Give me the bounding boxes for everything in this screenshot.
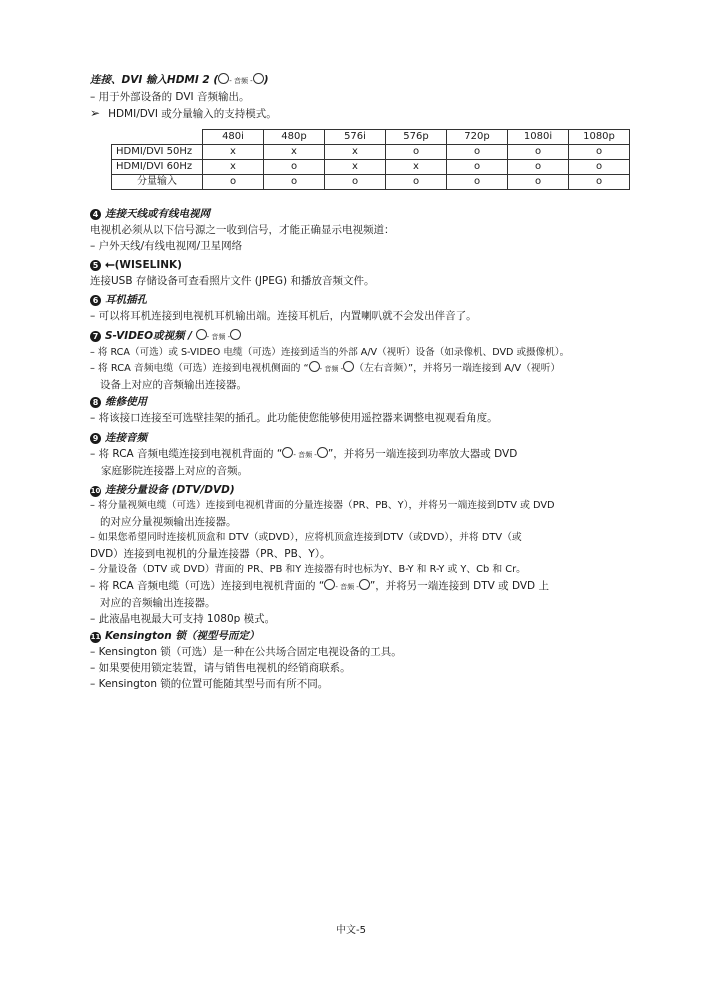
section-text: – 将 RCA 音频电缆（可选）连接到电视机侧面的 “ xyxy=(90,363,309,374)
table-header: 576i xyxy=(325,130,386,145)
section-text: 家庭影院连接器上对应的音频。 xyxy=(101,465,248,477)
table-cell: x xyxy=(386,160,447,175)
jack-circle-icon xyxy=(253,73,264,84)
section-text: ”，并将另一端连接到 DTV 或 DVD 上 xyxy=(369,580,549,592)
table-cell: o xyxy=(325,175,386,190)
section-title: (WISELINK) xyxy=(114,259,182,271)
section-text: – 将 RCA 音频电缆（可选）连接到电视机背面的 “ xyxy=(90,580,325,592)
usb-icon: ⭠ xyxy=(105,257,115,271)
section-component xyxy=(90,482,650,627)
table-cell: o xyxy=(569,160,630,175)
section-text: 电视机必须从以下信号源之一收到信号，才能正确显示电视频道： xyxy=(90,224,395,236)
table-cell: x xyxy=(203,160,264,175)
section-number-badge: 11 xyxy=(90,633,101,641)
jack-circle-icon xyxy=(343,361,354,372)
section-text: 的对应分量视频输出连接器。 xyxy=(100,516,237,528)
section-number-badge: 6 xyxy=(90,295,101,306)
jack-circle-icon xyxy=(324,579,335,590)
jack-circle-icon xyxy=(196,329,207,340)
hdmi-title xyxy=(90,72,650,89)
table-row xyxy=(112,160,630,175)
section-text: – 如果要使用锁定装置，请与销售电视机的经销商联系。 xyxy=(90,662,351,674)
table-cell: o xyxy=(386,145,447,160)
section-text: – 将 RCA 音频电缆连接到电视机背面的 “ xyxy=(90,448,283,460)
section-text: 设备上对应的音频输出连接器。 xyxy=(100,379,247,391)
row-label: HDMI/DVI 60Hz xyxy=(112,160,203,175)
section-audio xyxy=(90,430,650,479)
supported-modes-table xyxy=(111,129,630,190)
section-text: – 户外天线/有线电视网/卫星网络 xyxy=(90,240,243,252)
jack-label: - 音频 - xyxy=(319,365,344,373)
table-header: 480p xyxy=(264,130,325,145)
section-title: 维修使用 xyxy=(105,396,147,408)
table-cell: o xyxy=(447,160,508,175)
section-headphone xyxy=(90,292,650,324)
section-text: – Kensington 锁（可选）是一种在公共场合固定电视设备的工具。 xyxy=(90,646,402,658)
table-cell: x xyxy=(325,160,386,175)
row-label: 分量输入 xyxy=(112,175,203,190)
hdmi-line2: HDMI/DVI 或分量输入的支持模式。 xyxy=(108,108,277,120)
section-number-badge: 5 xyxy=(90,260,101,271)
jack-circle-icon xyxy=(359,579,370,590)
table-header: 1080p xyxy=(569,130,630,145)
table-cell: o xyxy=(508,145,569,160)
section-number-badge: 7 xyxy=(90,331,101,342)
table-cell: o xyxy=(264,160,325,175)
table-cell: o xyxy=(203,175,264,190)
section-text: – 将 RCA（可选）或 S-VIDEO 电缆（可选）连接到适当的外部 A/V（视听）设备（如录像机、DVD 或摄像机）。 xyxy=(90,347,570,358)
hdmi-section xyxy=(90,72,650,122)
section-antenna xyxy=(90,206,650,254)
section-text: – 将该接口连接至可选壁挂架的插孔。此功能使您能够使用遥控器来调整电视观看角度。 xyxy=(90,412,498,424)
section-title: 连接天线或有线电视网 xyxy=(105,208,210,220)
table-cell: o xyxy=(508,160,569,175)
section-svideo xyxy=(90,328,650,393)
section-text: 连接USB 存储设备可查看照片文件 (JPEG) 和播放音频文件。 xyxy=(90,275,375,287)
jack-circle-icon xyxy=(317,447,328,458)
table-cell: o xyxy=(386,175,447,190)
hdmi-line1: – 用于外部设备的 DVI 音频输出。 xyxy=(90,91,250,103)
section-service xyxy=(90,394,650,426)
section-kensington xyxy=(90,628,650,692)
table-cell: x xyxy=(264,145,325,160)
section-text: – 此液晶电视最大可支持 1080p 模式。 xyxy=(90,613,276,625)
section-title: S-VIDEO或视频 / xyxy=(105,330,196,342)
section-text: 对应的音频输出连接器。 xyxy=(100,597,216,609)
row-label: HDMI/DVI 50Hz xyxy=(112,145,203,160)
section-title: 耳机插孔 xyxy=(105,294,147,306)
arrow-icon: ➢ xyxy=(90,106,101,120)
hdmi-title-text: 连接、DVI 输入HDMI 2 ( xyxy=(90,74,219,86)
section-title: 连接音频 xyxy=(105,432,147,444)
section-number-badge: 8 xyxy=(90,397,101,408)
table-row xyxy=(112,145,630,160)
table-cell: o xyxy=(447,175,508,190)
section-text: – 分量设备（DTV 或 DVD）背面的 PR、PB 和Y 连接器有时也标为Y、B-Y 和 R-Y 或 Y、Cb 和 Cr。 xyxy=(90,564,526,575)
page-number: 中文-5 xyxy=(336,925,366,936)
jack-circle-icon xyxy=(218,73,229,84)
section-title: 连接分量设备 (DTV/DVD) xyxy=(105,484,235,496)
table-header: 1080i xyxy=(508,130,569,145)
table-row xyxy=(112,175,630,190)
table-corner xyxy=(112,130,203,145)
table-header: 480i xyxy=(203,130,264,145)
table-cell: o xyxy=(569,145,630,160)
table-cell: x xyxy=(325,145,386,160)
table-header: 576p xyxy=(386,130,447,145)
section-text: – 将分量视频电缆（可选）连接到电视机背面的分量连接器（PR、PB、Y），并将另一端连接到DTV 或 DVD xyxy=(90,500,555,511)
jack-circle-icon xyxy=(309,361,320,372)
section-number-badge: 9 xyxy=(90,433,101,444)
table-cell: o xyxy=(447,145,508,160)
section-wiselink xyxy=(90,256,650,289)
table-cell: o xyxy=(569,175,630,190)
jack-label: - 音频 - xyxy=(229,77,253,85)
section-text: DVD）连接到电视机的分量连接器（PR、PB、Y）。 xyxy=(90,548,331,560)
jack-label: - 音频 - xyxy=(293,451,317,459)
section-number-badge: 10 xyxy=(90,487,101,495)
table-cell: o xyxy=(508,175,569,190)
jack-label: - 音频 - xyxy=(206,333,231,341)
section-text: – 如果您希望同时连接机顶盒和 DTV（或DVD），应将机顶盒连接到DTV（或DVD），并将 DTV（或 xyxy=(90,532,522,543)
jack-circle-icon xyxy=(282,447,293,458)
jack-circle-icon xyxy=(230,329,241,340)
section-number-badge: 4 xyxy=(90,209,101,220)
table-header-row xyxy=(112,130,630,145)
section-title: Kensington 锁（视型号而定） xyxy=(105,630,260,642)
section-text: （左右音频）”，并将另一端连接到 A/V（视听） xyxy=(354,363,561,374)
section-text: ”，并将另一端连接到功率放大器或 DVD xyxy=(327,448,518,460)
hdmi-title-end: ) xyxy=(263,74,269,86)
section-text: – Kensington 锁的位置可能随其型号而有所不同。 xyxy=(90,678,329,690)
table-cell: o xyxy=(264,175,325,190)
section-text: – 可以将耳机连接到电视机耳机输出端。连接耳机后，内置喇叭就不会发出伴音了。 xyxy=(90,310,477,322)
table-cell: x xyxy=(203,145,264,160)
jack-label: - 音频 - xyxy=(335,583,359,591)
table-header: 720p xyxy=(447,130,508,145)
